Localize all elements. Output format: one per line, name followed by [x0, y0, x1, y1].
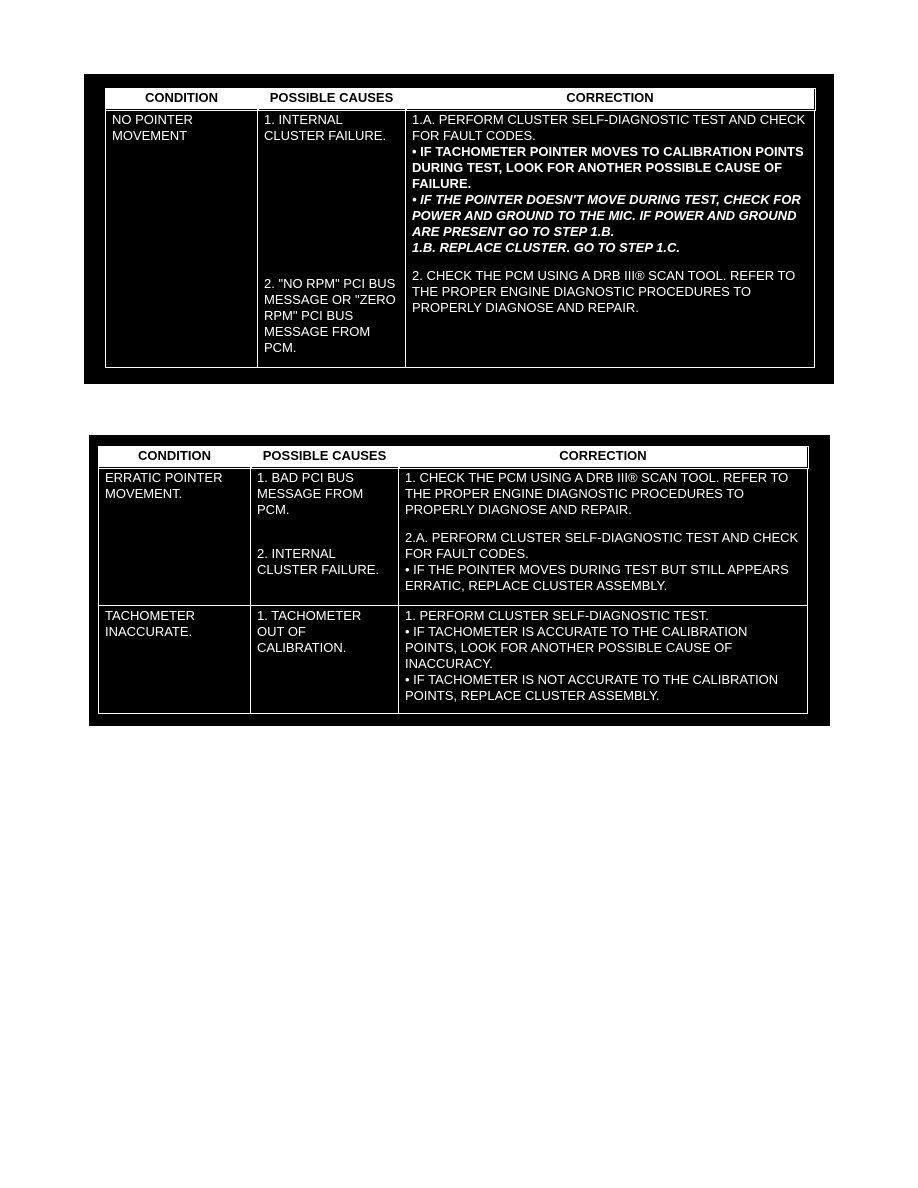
diagnosis-table-panel-2: [89, 435, 830, 726]
table-header-row: [99, 447, 808, 468]
condition-text: NO POINTER MOVEMENT: [112, 112, 193, 143]
condition-cell: [99, 605, 251, 713]
table-header-row: [106, 89, 815, 110]
causes-cell: [251, 468, 399, 606]
condition-cell: [99, 468, 251, 606]
cause-text: 1. BAD PCI BUS MESSAGE FROM PCM.: [257, 470, 364, 517]
cause-text: 2. "NO RPM" PCI BUS MESSAGE OR "ZERO RPM" PCI BUS MESSAGE FROM PCM.: [264, 276, 396, 355]
condition-cell: [106, 110, 258, 368]
correction-text: 1.B. REPLACE CLUSTER. GO TO STEP 1.C.: [412, 240, 680, 255]
header-correction: CORRECTION: [399, 447, 808, 468]
correction-text: 1.A. PERFORM CLUSTER SELF-DIAGNOSTIC TEST AND CHECK FOR FAULT CODES.: [412, 112, 806, 143]
correction-text: 1. CHECK THE PCM USING A DRB III® SCAN TOOL. REFER TO THE PROPER ENGINE DIAGNOSTIC PROCEDURES TO PROPERLY DIAGNOSE AND REPAIR.: [405, 470, 789, 517]
table-row: [99, 605, 808, 713]
correction-cell: [399, 605, 808, 713]
table-row: [106, 110, 815, 368]
causes-cell: [258, 110, 406, 368]
condition-text: TACHOMETER INACCURATE.: [105, 607, 196, 639]
correction-text: 2.A. PERFORM CLUSTER SELF-DIAGNOSTIC TEST AND CHECK FOR FAULT CODES.: [405, 530, 799, 561]
correction-text: • IF TACHOMETER IS NOT ACCURATE TO THE CALIBRATION POINTS, REPLACE CLUSTER ASSEMBLY.: [405, 671, 779, 703]
diagnosis-table-1: [105, 88, 815, 368]
correction-cell: [406, 110, 815, 368]
correction-text: • IF THE POINTER DOESN'T MOVE DURING TEST, CHECK FOR POWER AND GROUND TO THE MIC. IF POWER AND GROUND ARE PRESENT GO TO STEP 1.B.: [412, 192, 801, 239]
correction-text: 2. CHECK THE PCM USING A DRB III® SCAN TOOL. REFER TO THE PROPER ENGINE DIAGNOSTIC PROCEDURES TO PROPERLY DIAGNOSE AND REPAIR.: [412, 268, 796, 315]
cause-text: 1. INTERNAL CLUSTER FAILURE.: [264, 112, 387, 143]
correction-text: • IF THE POINTER MOVES DURING TEST BUT STILL APPEARS ERRATIC, REPLACE CLUSTER ASSEMBLY.: [405, 562, 789, 593]
header-possible-causes: POSSIBLE CAUSES: [251, 447, 399, 468]
table-row: [99, 468, 808, 606]
correction-text: • IF TACHOMETER POINTER MOVES TO CALIBRATION POINTS DURING TEST, LOOK FOR ANOTHER POSSIBLE CAUSE OF FAILURE.: [412, 144, 804, 191]
correction-text: 1. PERFORM CLUSTER SELF-DIAGNOSTIC TEST.: [405, 607, 709, 623]
cause-text: 2. INTERNAL CLUSTER FAILURE.: [257, 546, 380, 577]
header-condition: CONDITION: [106, 89, 258, 110]
correction-cell: [399, 468, 808, 606]
header-possible-causes: POSSIBLE CAUSES: [258, 89, 406, 110]
header-correction: CORRECTION: [406, 89, 815, 110]
causes-cell: [251, 605, 399, 713]
diagnosis-table-2: [98, 446, 808, 714]
condition-text: ERRATIC POINTER MOVEMENT.: [105, 470, 223, 501]
correction-text: • IF TACHOMETER IS ACCURATE TO THE CALIBRATION POINTS, LOOK FOR ANOTHER POSSIBLE CAUSE OF INACCURACY.: [405, 623, 748, 671]
header-condition: CONDITION: [99, 447, 251, 468]
cause-text: 1. TACHOMETER OUT OF CALIBRATION.: [257, 607, 362, 655]
diagnosis-table-panel-1: [84, 74, 834, 384]
